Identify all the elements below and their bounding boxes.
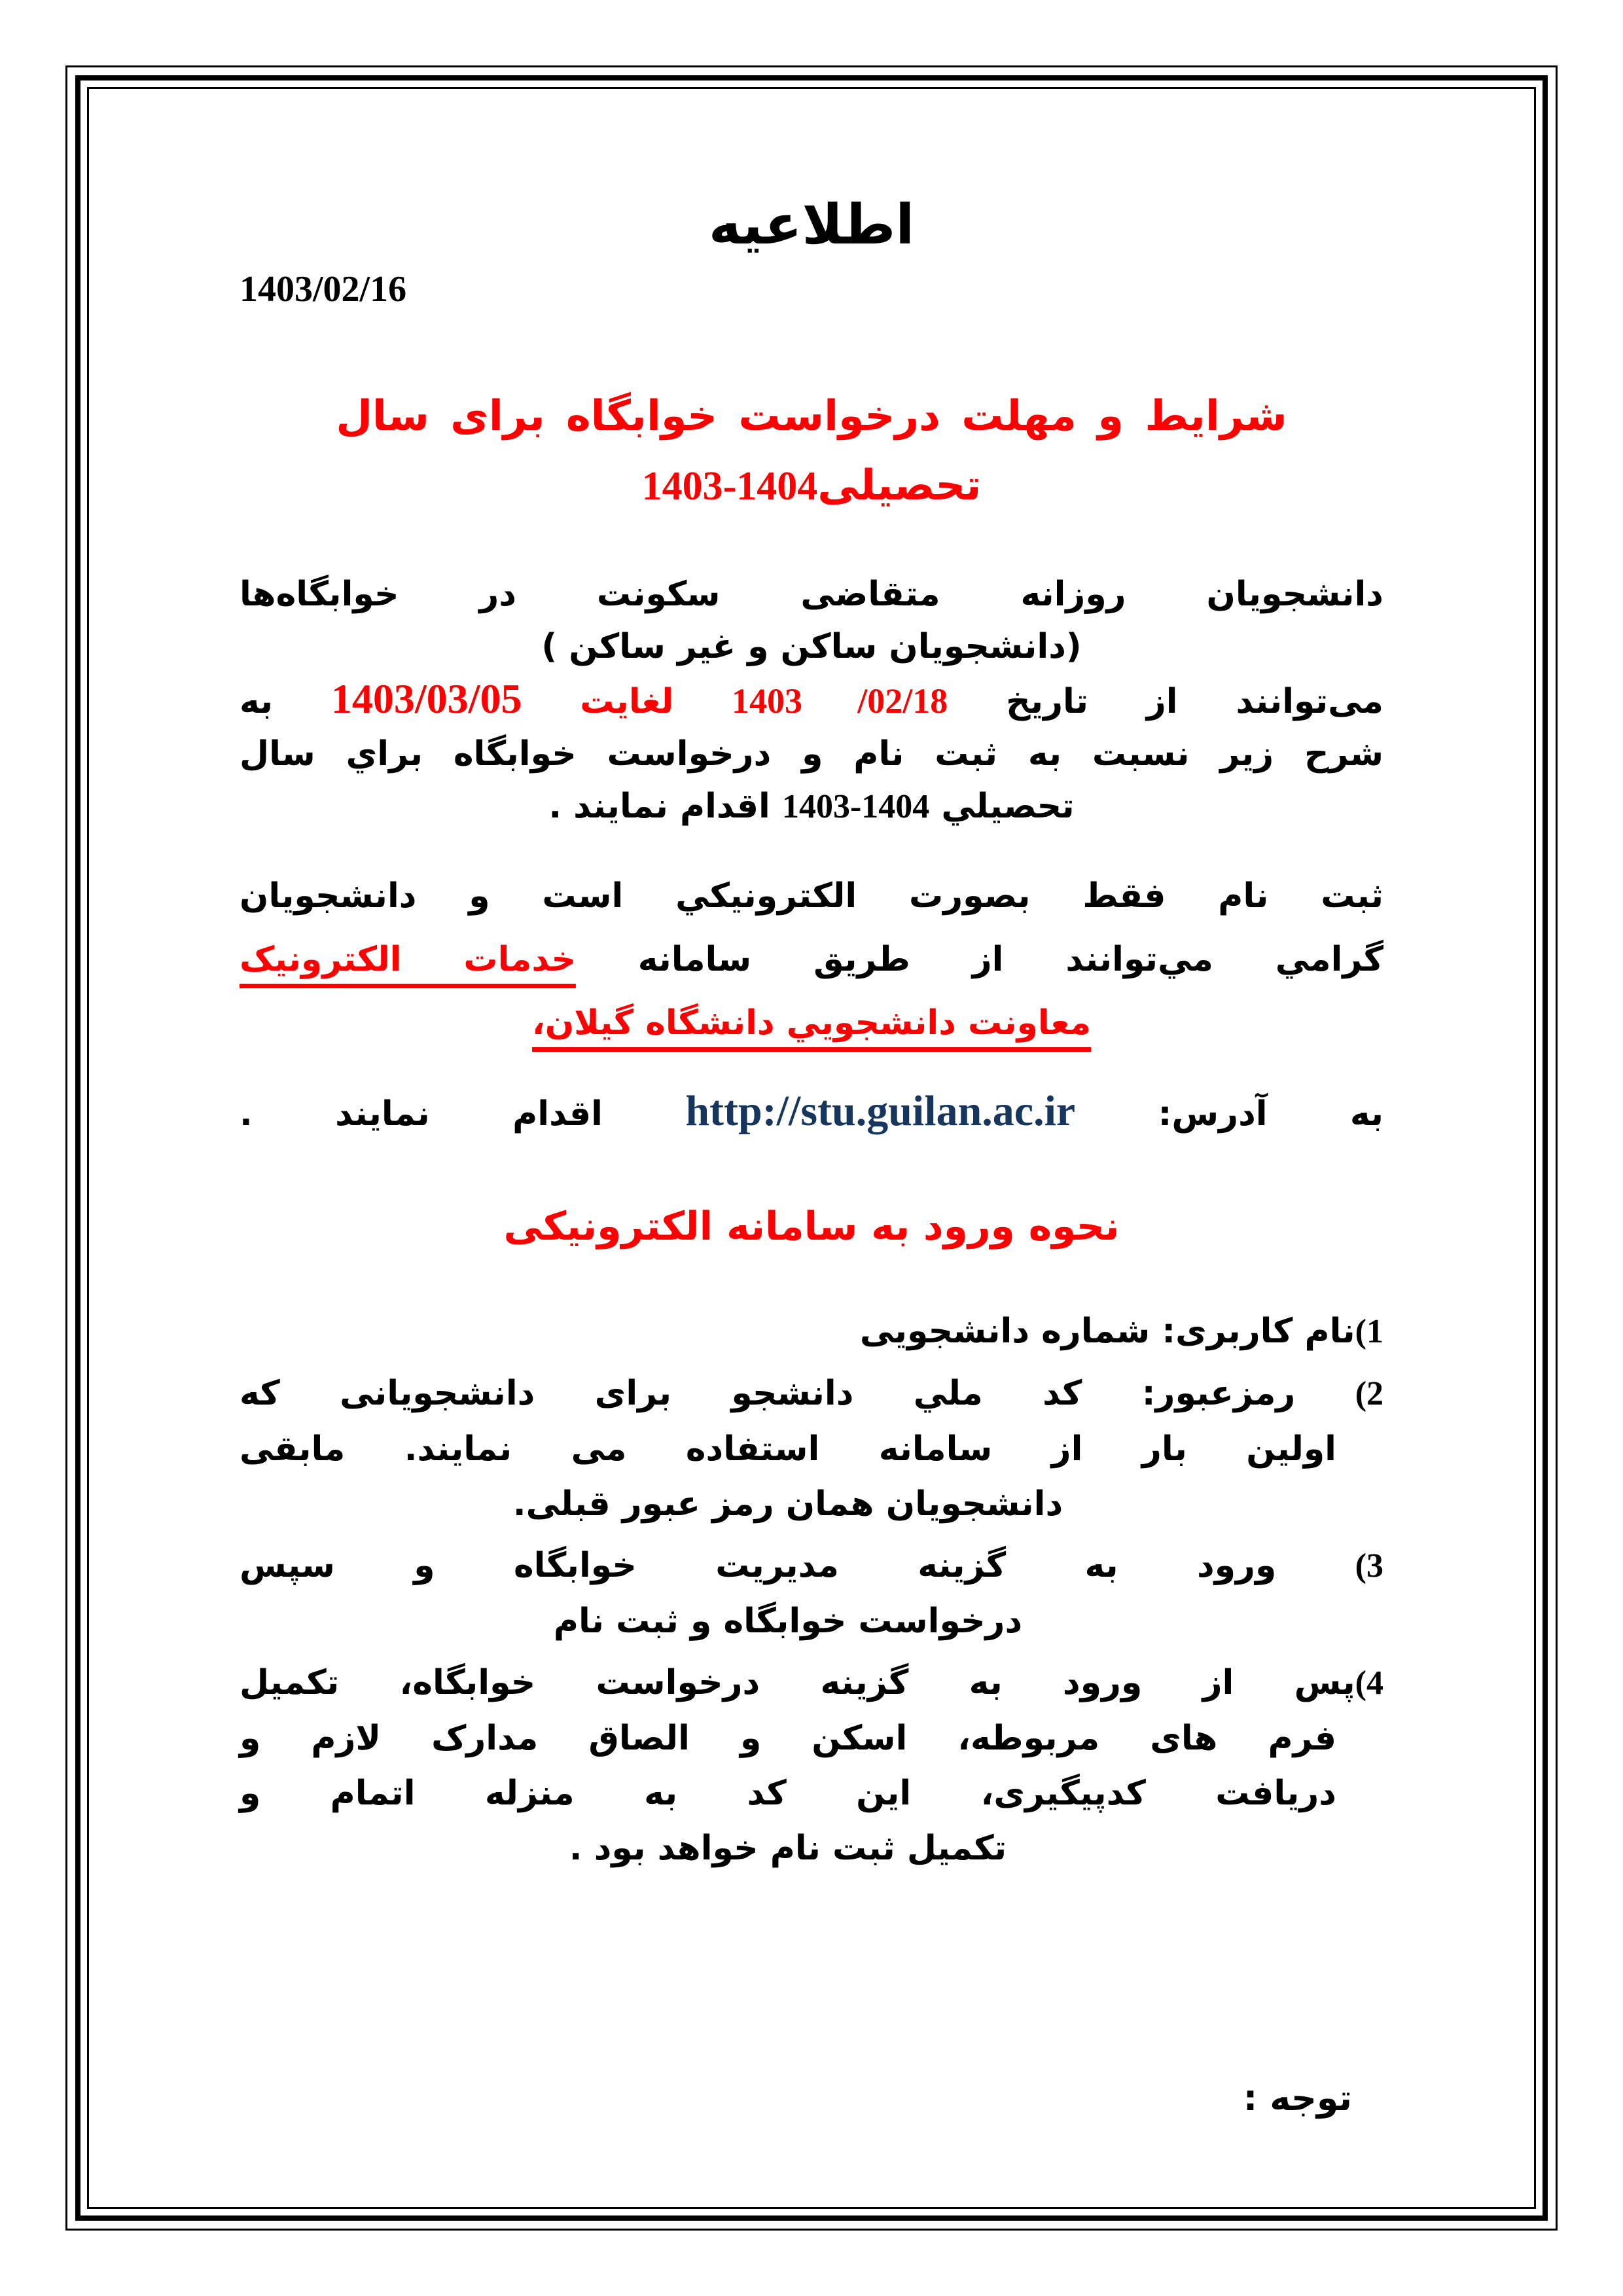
list-item-3 xyxy=(240,1538,1383,1649)
start-date: 1403 /02/18 xyxy=(732,681,948,721)
para1-line5 xyxy=(240,780,1383,833)
item1-marker: 1) xyxy=(1355,1313,1383,1350)
url-line xyxy=(240,1072,1383,1153)
doc-date: 1403/02/16 xyxy=(240,269,407,310)
document-content xyxy=(90,90,1533,2206)
end-date: 1403/03/05 xyxy=(330,675,522,722)
item2-text1: رمزعبور: کد ملي دانشجو برای دانشجویانی که xyxy=(240,1374,1296,1413)
login-section-heading: نحوه ورود به سامانه الکترونیکی xyxy=(503,1204,1120,1249)
item4-line1 xyxy=(240,1655,1383,1711)
para2-line2 xyxy=(240,928,1383,992)
para1-line2: (دانشجویان ساکن و غیر ساکن ) xyxy=(541,627,1082,666)
until-label: لغایت xyxy=(580,682,674,721)
page-title: اطلاعيه xyxy=(708,192,915,257)
para1-line3 xyxy=(240,673,1383,728)
main-heading-line1: شرایط و مهلت درخواست خوابگاه برای سال xyxy=(336,392,1287,440)
item2-line2: اولین بار از سامانه استفاده می نمایند. مابقی xyxy=(240,1429,1336,1469)
address-label: به آدرس: xyxy=(1158,1094,1383,1134)
list-item-4 xyxy=(240,1655,1383,1876)
paragraph-eligibility xyxy=(240,568,1383,833)
item4-line3: دریافت کدپیگیری، این کد به منزله اتمام و xyxy=(240,1774,1336,1813)
url-line-post: اقدام نمایند . xyxy=(240,1094,603,1134)
doc-date-line xyxy=(240,266,1383,321)
item4-line4: تکمیل ثبت نام خواهد بود . xyxy=(569,1829,1007,1868)
para1-line3-post: به xyxy=(240,682,274,721)
paragraph-registration xyxy=(240,865,1383,1055)
heading-years: 1403-1404 xyxy=(641,464,818,509)
attention-label: توجه : xyxy=(1243,2077,1352,2119)
list-item-1 xyxy=(240,1304,1383,1359)
student-affairs-label: معاونت دانشجويي دانشگاه گيلان، xyxy=(532,1003,1091,1043)
instructions-list xyxy=(240,1304,1383,1876)
list-item-2 xyxy=(240,1366,1383,1532)
main-heading xyxy=(240,382,1383,521)
item1-line1 xyxy=(240,1304,1383,1359)
para2-line2-pre: گرامي مي‌توانند از طريق سامانه xyxy=(637,940,1383,979)
item3-marker: 3) xyxy=(1355,1547,1383,1585)
para1-line1: دانشجویان روزانه متقاضی سکونت در خوابگاه‌ها xyxy=(240,575,1383,614)
para1-line4: شرح زير نسبت به ثبت نام و درخواست خوابگاه براي سال xyxy=(240,734,1383,774)
para1-line5-post: اقدام نمايند . xyxy=(548,787,770,826)
heading-label: تحصیلی xyxy=(817,461,982,510)
item2-line1 xyxy=(240,1366,1383,1422)
para2-line3 xyxy=(240,992,1383,1055)
item3-line2: درخواست خوابگاه و ثبت نام xyxy=(553,1602,1023,1641)
item2-marker: 2) xyxy=(1355,1375,1384,1412)
para1-line5-pre: تحصيلي xyxy=(941,787,1075,826)
portal-url-link[interactable]: http://stu.guilan.ac.ir xyxy=(685,1087,1076,1135)
item4-text1: پس از ورود به گزینه درخواست خوابگاه، تکمیل xyxy=(240,1663,1355,1702)
para1-line3-pre: می‌توانند از تاریخ xyxy=(1006,682,1383,721)
item4-line2: فرم های مربوطه، اسکن و الصاق مدارک لازم و xyxy=(240,1719,1336,1758)
item1-text: نام کاربری: شماره دانشجویی xyxy=(859,1312,1355,1351)
main-heading-line2 xyxy=(240,451,1383,521)
academic-years: 1403-1404 xyxy=(781,788,930,825)
item3-text1: ورود به گزینه مدیریت خوابگاه و سپس xyxy=(240,1546,1277,1585)
item2-line3: دانشجویان همان رمز عبور قبلی. xyxy=(512,1484,1063,1524)
electronic-services-label: خدمات الکترونيک xyxy=(240,940,576,979)
item4-marker: 4) xyxy=(1355,1664,1383,1702)
para2-line1: ثبت نام فقط بصورت الکترونيکي است و دانشجويان xyxy=(240,876,1383,916)
item3-line1 xyxy=(240,1538,1383,1594)
